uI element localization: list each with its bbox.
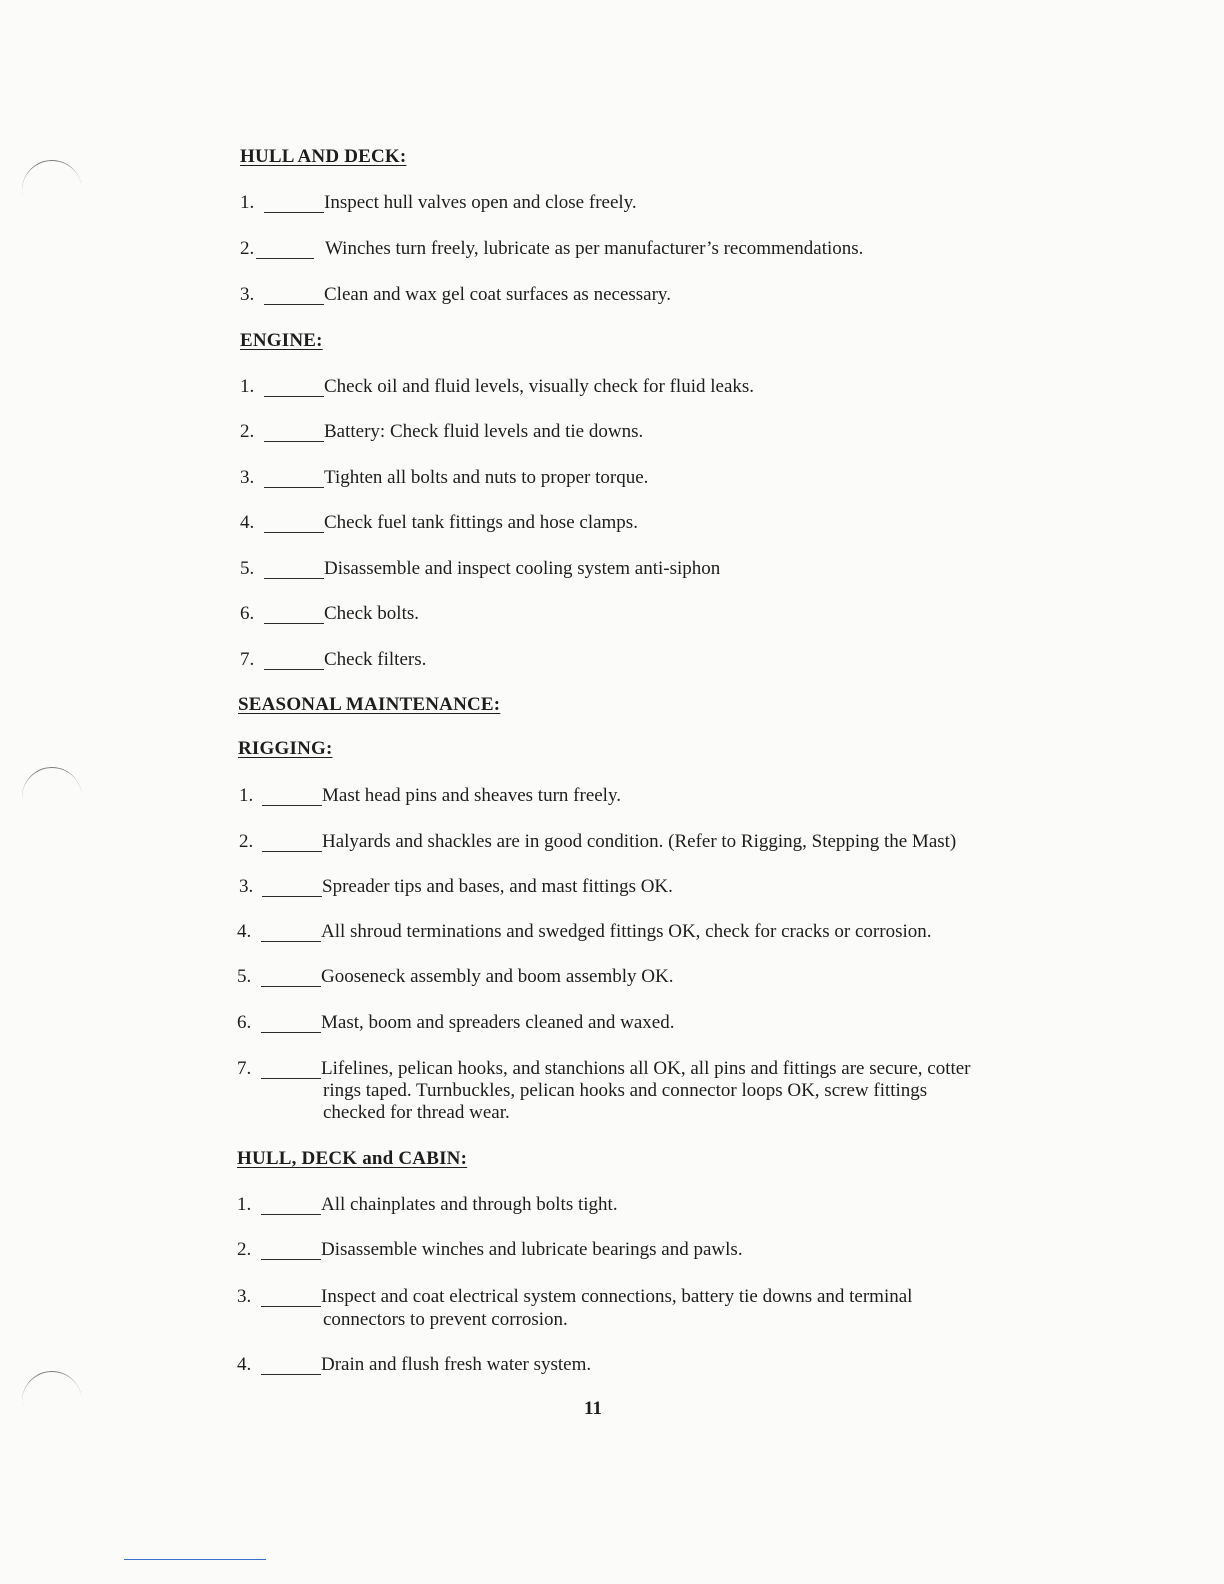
- check-blank: [264, 512, 324, 533]
- item-text: Check fuel tank fittings and hose clamps.: [324, 512, 638, 533]
- check-blank: [261, 1239, 321, 1260]
- check-blank: [262, 785, 322, 806]
- section-heading-hull-and-deck: HULL AND DECK:: [240, 146, 407, 167]
- item-text: Check bolts.: [324, 603, 419, 624]
- binder-hole-top: [18, 156, 86, 225]
- item-number: 3.: [239, 876, 254, 897]
- check-blank: [264, 649, 324, 670]
- item-text: Lifelines, pelican hooks, and stanchions all OK, all pins and fittings are secure, cotter: [321, 1058, 971, 1079]
- check-blank: [264, 603, 324, 624]
- item-text: Check filters.: [324, 649, 427, 670]
- item-text: Mast head pins and sheaves turn freely.: [322, 785, 621, 806]
- item-number: 2.: [237, 1239, 252, 1260]
- check-blank: [261, 966, 321, 987]
- item-text: Tighten all bolts and nuts to proper torque.: [324, 467, 649, 488]
- check-blank: [264, 284, 324, 305]
- item-text: Inspect and coat electrical system connections, battery tie downs and terminal: [321, 1286, 913, 1307]
- check-blank: [261, 1286, 321, 1307]
- section-heading-hull-deck-cabin: HULL, DECK and CABIN:: [237, 1148, 468, 1169]
- item-text: Winches turn freely, lubricate as per manufacturer’s recommendations.: [325, 238, 864, 259]
- check-blank: [261, 1058, 321, 1079]
- check-blank: [262, 831, 322, 852]
- item-text-continuation: connectors to prevent corrosion.: [323, 1309, 568, 1330]
- item-text: All shroud terminations and swedged fittings OK, check for cracks or corrosion.: [321, 921, 932, 942]
- check-blank: [264, 421, 324, 442]
- item-text: Clean and wax gel coat surfaces as necessary.: [324, 284, 671, 305]
- item-number: 4.: [237, 921, 252, 942]
- item-number: 1.: [240, 376, 255, 397]
- item-text-continuation: checked for thread wear.: [323, 1102, 510, 1123]
- item-text: Mast, boom and spreaders cleaned and waxed.: [321, 1012, 675, 1033]
- check-blank: [264, 558, 324, 579]
- item-number: 1.: [240, 192, 255, 213]
- binder-hole-bottom: [18, 1367, 86, 1436]
- check-blank: [264, 192, 324, 213]
- item-number: 3.: [240, 467, 255, 488]
- item-text: Disassemble winches and lubricate bearings and pawls.: [321, 1239, 743, 1260]
- item-text: Halyards and shackles are in good condition. (Refer to Rigging, Stepping the Mast): [322, 831, 957, 852]
- check-blank: [264, 376, 324, 397]
- item-number: 5.: [240, 558, 255, 579]
- item-number: 2.: [240, 238, 255, 259]
- check-blank: [261, 1012, 321, 1033]
- item-text: Drain and flush fresh water system.: [321, 1354, 592, 1375]
- check-blank: [261, 1194, 321, 1215]
- item-number: 2.: [240, 421, 255, 442]
- item-text: Inspect hull valves open and close freely.: [324, 192, 637, 213]
- item-text: Gooseneck assembly and boom assembly OK.: [321, 966, 674, 987]
- item-number: 3.: [240, 284, 255, 305]
- section-heading-seasonal-maintenance: SEASONAL MAINTENANCE:: [238, 694, 501, 715]
- footer-rule: [124, 1559, 266, 1560]
- check-blank: [262, 876, 322, 897]
- binder-hole-middle: [18, 763, 86, 832]
- item-number: 6.: [240, 603, 255, 624]
- item-number: 2.: [239, 831, 254, 852]
- item-text-continuation: rings taped. Turnbuckles, pelican hooks and connector loops OK, screw fittings: [323, 1080, 928, 1101]
- item-text: All chainplates and through bolts tight.: [321, 1194, 618, 1215]
- item-number: 5.: [237, 966, 252, 987]
- item-number: 1.: [239, 785, 254, 806]
- item-number: 4.: [237, 1354, 252, 1375]
- item-number: 4.: [240, 512, 255, 533]
- item-text: Disassemble and inspect cooling system anti-siphon: [324, 558, 721, 579]
- check-blank: [261, 1354, 321, 1375]
- check-blank: [261, 921, 321, 942]
- check-blank: [256, 238, 314, 259]
- item-number: 1.: [237, 1194, 252, 1215]
- item-number: 7.: [240, 649, 255, 670]
- item-number: 6.: [237, 1012, 252, 1033]
- item-number: 7.: [237, 1058, 252, 1079]
- section-heading-rigging: RIGGING:: [238, 738, 333, 759]
- page-number: 11: [584, 1398, 602, 1419]
- check-blank: [264, 467, 324, 488]
- item-number: 3.: [237, 1286, 252, 1307]
- section-heading-engine: ENGINE:: [240, 330, 323, 351]
- item-text: Check oil and fluid levels, visually check for fluid leaks.: [324, 376, 755, 397]
- item-text: Battery: Check fluid levels and tie downs.: [324, 421, 644, 442]
- item-text: Spreader tips and bases, and mast fittings OK.: [322, 876, 673, 897]
